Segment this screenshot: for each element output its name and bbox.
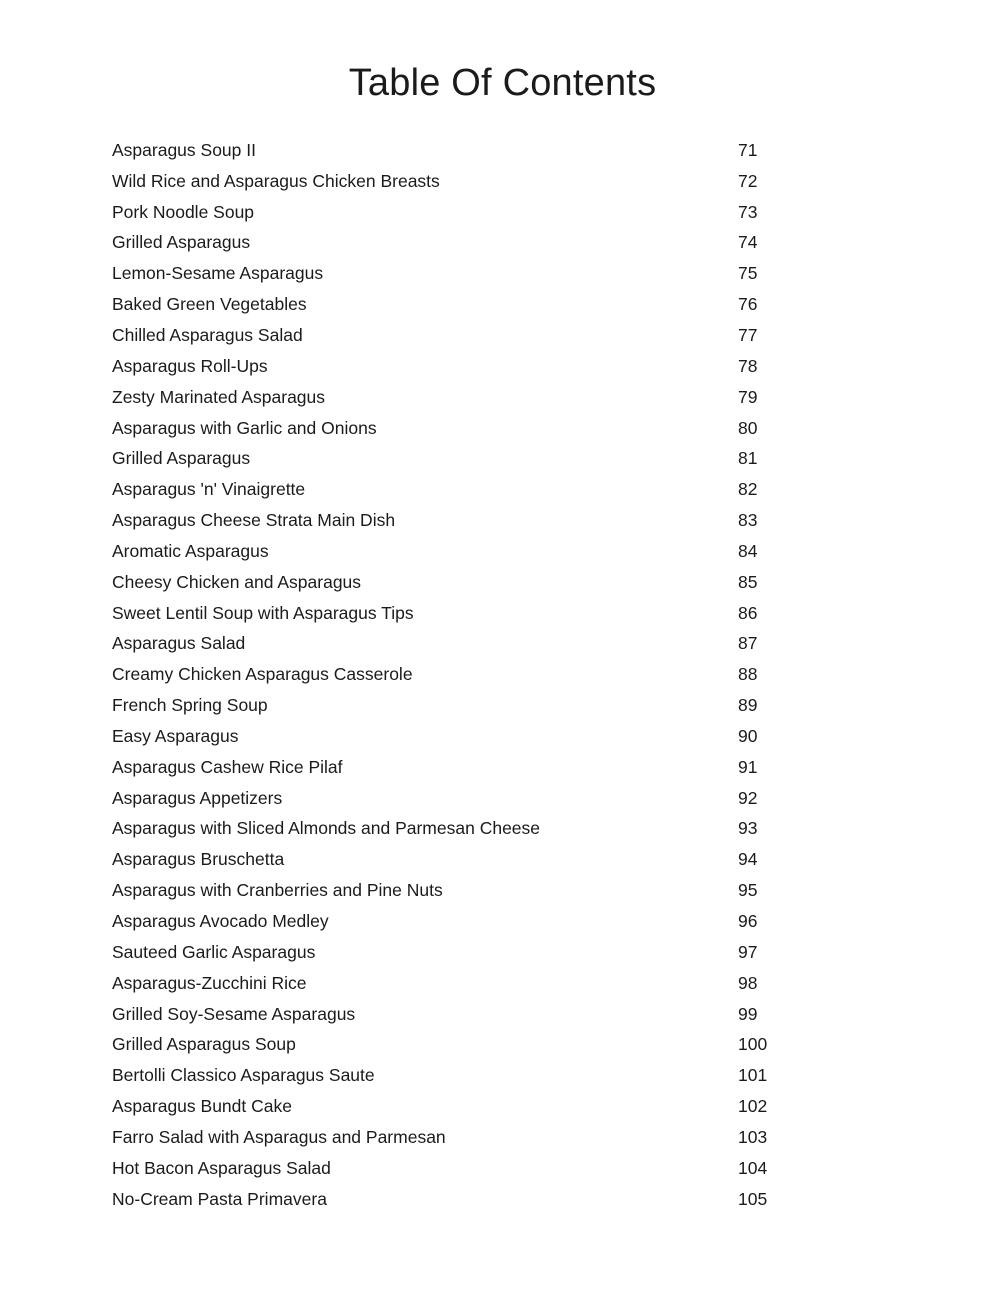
toc-entry-page: 95	[738, 880, 758, 901]
toc-entry-page: 78	[738, 355, 758, 376]
toc-entry-page: 102	[738, 1096, 768, 1117]
toc-entry-page: 105	[738, 1188, 768, 1209]
toc-row	[0, 1029, 1005, 1060]
toc-row	[0, 536, 1005, 567]
toc-entry-title: Grilled Soy-Sesame Asparagus	[112, 1003, 356, 1024]
toc-entry-page: 103	[738, 1126, 768, 1147]
toc-entry-page: 72	[738, 170, 758, 191]
toc-entry-title: Asparagus Bundt Cake	[112, 1096, 292, 1117]
toc-entry-title: Asparagus-Zucchini Rice	[112, 972, 307, 993]
toc-entry-title: Chilled Asparagus Salad	[112, 324, 303, 345]
toc-list	[0, 135, 1005, 1215]
toc-entry-page: 88	[738, 664, 758, 685]
toc-row	[0, 721, 1005, 752]
toc-entry-page: 92	[738, 787, 758, 808]
toc-entry-page: 98	[738, 972, 758, 993]
toc-entry-title: Asparagus with Cranberries and Pine Nuts	[112, 880, 443, 901]
toc-entry-page: 74	[738, 232, 758, 253]
toc-entry-title: Farro Salad with Asparagus and Parmesan	[112, 1126, 446, 1147]
toc-row	[0, 443, 1005, 474]
toc-row	[0, 844, 1005, 875]
toc-row	[0, 258, 1005, 289]
toc-entry-page: 94	[738, 849, 758, 870]
toc-entry-title: Asparagus 'n' Vinaigrette	[112, 479, 306, 500]
toc-entry-page: 80	[738, 417, 758, 438]
toc-entry-page: 77	[738, 324, 758, 345]
toc-row	[0, 752, 1005, 783]
toc-row	[0, 567, 1005, 598]
toc-entry-page: 84	[738, 540, 758, 561]
toc-entry-title: Asparagus Soup II	[112, 139, 256, 160]
toc-entry-page: 101	[738, 1065, 768, 1086]
toc-entry-title: Sauteed Garlic Asparagus	[112, 941, 316, 962]
toc-row	[0, 937, 1005, 968]
toc-entry-title: Grilled Asparagus Soup	[112, 1034, 296, 1055]
toc-row	[0, 783, 1005, 814]
toc-entry-page: 93	[738, 818, 758, 839]
page-title: Table Of Contents	[348, 62, 657, 104]
toc-row	[0, 474, 1005, 505]
toc-entry-title: Creamy Chicken Asparagus Casserole	[112, 664, 413, 685]
toc-entry-page: 82	[738, 479, 758, 500]
toc-entry-title: Zesty Marinated Asparagus	[112, 386, 326, 407]
toc-row	[0, 1153, 1005, 1184]
toc-entry-title: Wild Rice and Asparagus Chicken Breasts	[112, 170, 440, 191]
toc-entry-title: Cheesy Chicken and Asparagus	[112, 571, 362, 592]
toc-entry-page: 96	[738, 911, 758, 932]
toc-entry-title: Sweet Lentil Soup with Asparagus Tips	[112, 602, 414, 623]
toc-row	[0, 351, 1005, 382]
toc-row	[0, 135, 1005, 166]
toc-row	[0, 875, 1005, 906]
toc-row	[0, 999, 1005, 1030]
toc-entry-title: Asparagus Cashew Rice Pilaf	[112, 756, 343, 777]
toc-row	[0, 228, 1005, 259]
toc-entry-title: Asparagus Appetizers	[112, 787, 283, 808]
toc-entry-page: 99	[738, 1003, 758, 1024]
toc-entry-title: Asparagus Avocado Medley	[112, 911, 329, 932]
toc-entry-page: 81	[738, 448, 758, 469]
toc-entry-page: 90	[738, 725, 758, 746]
toc-entry-title: Asparagus Cheese Strata Main Dish	[112, 510, 396, 531]
toc-entry-page: 104	[738, 1157, 768, 1178]
toc-entry-title: Easy Asparagus	[112, 725, 239, 746]
toc-row	[0, 413, 1005, 444]
toc-entry-title: Asparagus Roll-Ups	[112, 355, 268, 376]
toc-row	[0, 320, 1005, 351]
toc-entry-page: 71	[738, 139, 758, 160]
toc-row	[0, 814, 1005, 845]
toc-entry-page: 100	[738, 1034, 768, 1055]
toc-entry-title: Asparagus Salad	[112, 633, 246, 654]
toc-row	[0, 1091, 1005, 1122]
toc-entry-title: Aromatic Asparagus	[112, 540, 269, 561]
toc-row	[0, 906, 1005, 937]
toc-entry-title: Hot Bacon Asparagus Salad	[112, 1157, 331, 1178]
toc-row	[0, 968, 1005, 999]
toc-entry-page: 75	[738, 263, 758, 284]
toc-row	[0, 1184, 1005, 1215]
toc-entry-page: 85	[738, 571, 758, 592]
toc-row	[0, 690, 1005, 721]
toc-entry-title: Grilled Asparagus	[112, 448, 251, 469]
toc-entry-title: Grilled Asparagus	[112, 232, 251, 253]
toc-entry-title: Asparagus Bruschetta	[112, 849, 285, 870]
toc-row	[0, 629, 1005, 660]
toc-entry-page: 73	[738, 201, 758, 222]
toc-entry-title: French Spring Soup	[112, 695, 268, 716]
toc-entry-page: 87	[738, 633, 758, 654]
toc-entry-title: Pork Noodle Soup	[112, 201, 255, 222]
toc-row	[0, 505, 1005, 536]
toc-row	[0, 598, 1005, 629]
toc-entry-page: 83	[738, 510, 758, 531]
toc-row	[0, 166, 1005, 197]
toc-entry-page: 86	[738, 602, 758, 623]
toc-entry-page: 91	[738, 756, 758, 777]
toc-entry-page: 79	[738, 386, 758, 407]
toc-row	[0, 197, 1005, 228]
toc-entry-page: 89	[738, 695, 758, 716]
toc-entry-title: Bertolli Classico Asparagus Saute	[112, 1065, 375, 1086]
toc-entry-page: 97	[738, 941, 758, 962]
toc-entry-title: Asparagus with Sliced Almonds and Parmesan Cheese	[112, 818, 541, 839]
toc-entry-title: Lemon-Sesame Asparagus	[112, 263, 324, 284]
toc-row	[0, 1122, 1005, 1153]
toc-entry-title: Baked Green Vegetables	[112, 294, 307, 315]
toc-row	[0, 659, 1005, 690]
toc-row	[0, 1060, 1005, 1091]
toc-row	[0, 382, 1005, 413]
toc-row	[0, 289, 1005, 320]
toc-entry-title: No-Cream Pasta Primavera	[112, 1188, 327, 1209]
toc-entry-page: 76	[738, 294, 758, 315]
toc-entry-title: Asparagus with Garlic and Onions	[112, 417, 377, 438]
